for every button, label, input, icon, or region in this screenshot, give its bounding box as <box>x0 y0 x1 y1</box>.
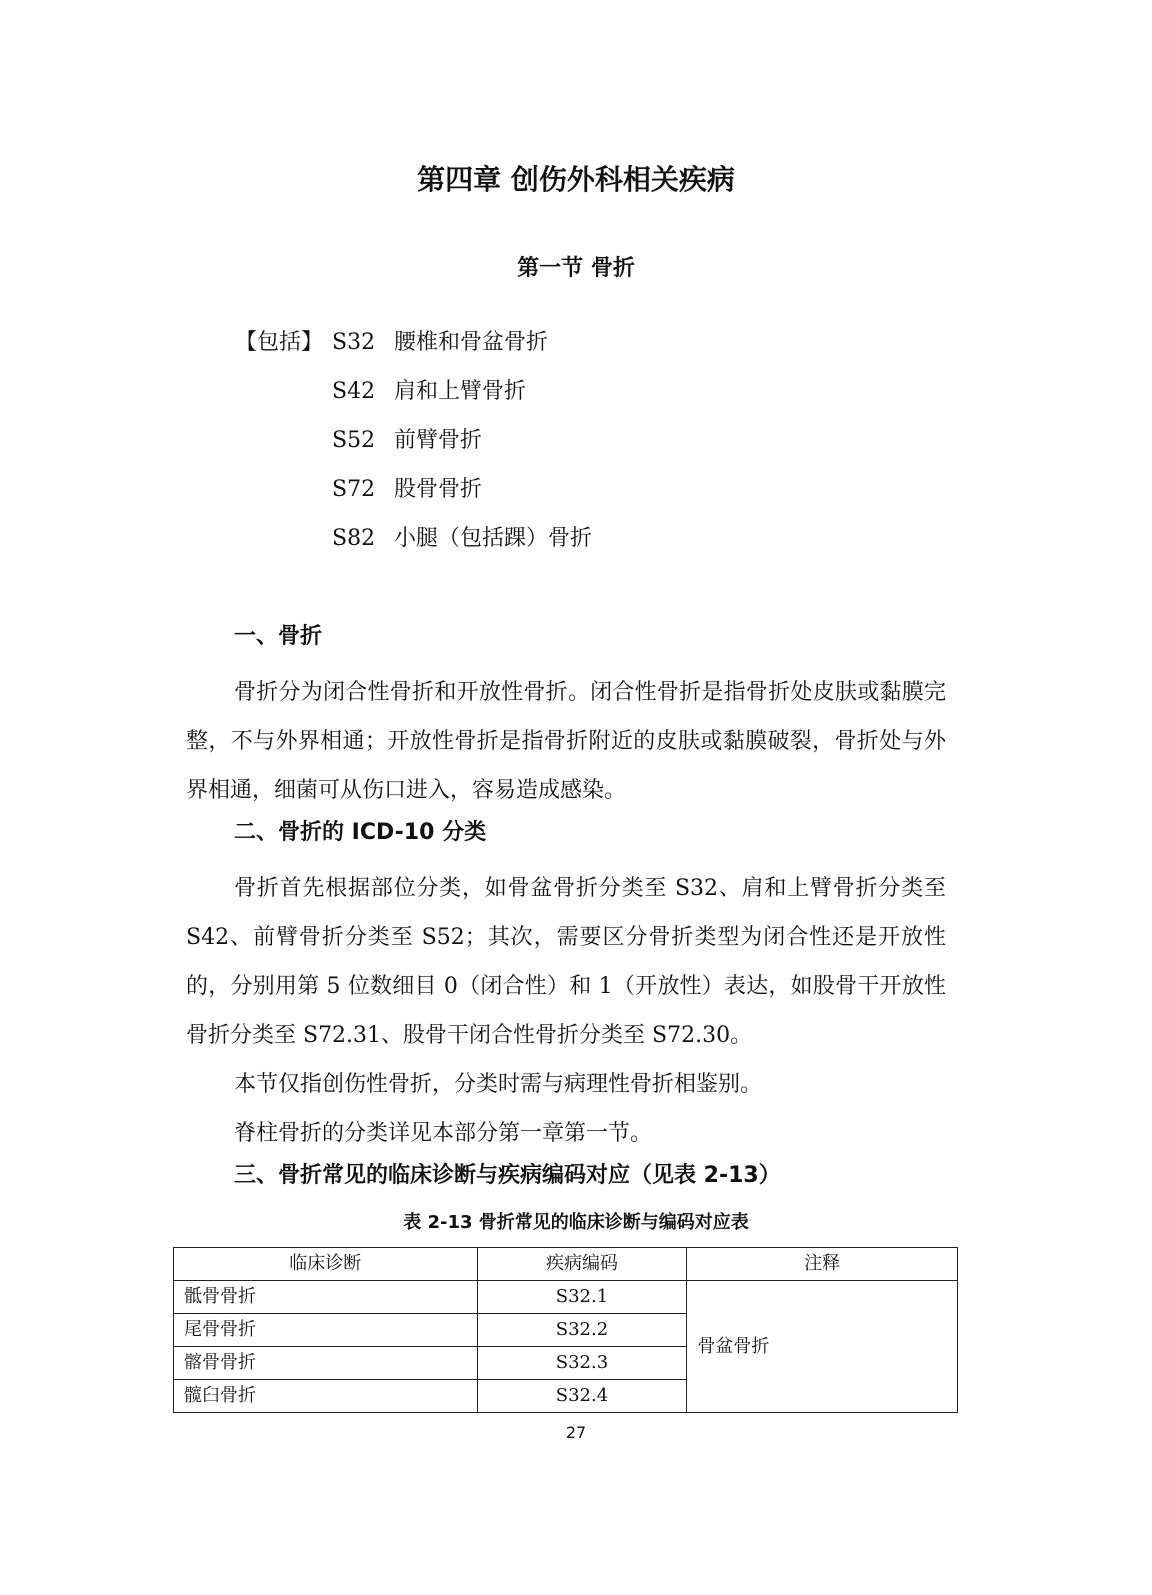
paragraph-classification: 骨折首先根据部位分类，如骨盆骨折分类至 S32、肩和上臂骨折分类至 S42、前臂骨折分类至 S52；其次，需要区分骨折类型为闭合性还是开放性的，分别用第 5 位数细目 0（闭合性）和 1（开放性）表达，如股骨干开放性骨折分类至 S72.31、股骨干闭合性骨折分类至 S72.30。 <box>186 876 946 1048</box>
heading-diagnosis-code-mapping: 三、骨折常见的临床诊断与疾病编码对应（见表 2-13） <box>234 1163 781 1188</box>
heading-icd10-classification: 二、骨折的 ICD-10 分类 <box>234 820 487 845</box>
cell-diagnosis: 骶骨骨折 <box>174 1281 478 1314</box>
diagnosis-code-table <box>173 1247 958 1413</box>
cell-code: S32.3 <box>477 1347 687 1380</box>
header-note: 注释 <box>687 1248 958 1281</box>
include-label: 腰椎和骨盆骨折 <box>394 330 549 355</box>
include-label: 股骨骨折 <box>394 477 483 502</box>
include-label: 小腿（包括踝）骨折 <box>394 526 593 551</box>
chapter-title: 第四章 创伤外科相关疾病 <box>417 163 735 196</box>
include-item <box>235 375 592 424</box>
body-content <box>186 619 946 1207</box>
heading-fracture: 一、骨折 <box>234 624 323 649</box>
cell-diagnosis: 髋臼骨折 <box>174 1380 478 1413</box>
includes-prefix: 【包括】 <box>235 330 324 355</box>
table-header-row <box>174 1248 958 1281</box>
cell-note: 骨盆骨折 <box>687 1281 958 1413</box>
include-label: 前臂骨折 <box>394 428 483 453</box>
paragraph-spine-reference: 脊柱骨折的分类详见本部分第一章第一节。 <box>234 1121 653 1146</box>
include-code: S52 <box>332 428 376 453</box>
header-diagnosis: 临床诊断 <box>174 1248 478 1281</box>
cell-code: S32.4 <box>477 1380 687 1413</box>
section-title: 第一节 骨折 <box>517 256 635 281</box>
include-code: S82 <box>332 526 376 551</box>
cell-diagnosis: 尾骨骨折 <box>174 1314 478 1347</box>
header-code: 疾病编码 <box>477 1248 687 1281</box>
cell-code: S32.1 <box>477 1281 687 1314</box>
page-number: 27 <box>565 1423 587 1442</box>
include-label: 肩和上臂骨折 <box>394 379 527 404</box>
include-item <box>235 326 592 375</box>
paragraph-traumatic-only: 本节仅指创伤性骨折，分类时需与病理性骨折相鉴别。 <box>234 1072 763 1097</box>
include-item <box>235 473 592 522</box>
table-row <box>174 1281 958 1314</box>
include-item <box>235 522 592 571</box>
table-caption: 表 2-13 骨折常见的临床诊断与编码对应表 <box>403 1212 749 1233</box>
include-code: S32 <box>332 330 376 355</box>
cell-diagnosis: 髂骨骨折 <box>174 1347 478 1380</box>
includes-list <box>235 326 592 571</box>
paragraph-fracture-types: 骨折分为闭合性骨折和开放性骨折。闭合性骨折是指骨折处皮肤或黏膜完整，不与外界相通；开放性骨折是指骨折附近的皮肤或黏膜破裂，骨折处与外界相通，细菌可从伤口进入，容易造成感染。 <box>186 680 946 803</box>
include-code: S72 <box>332 477 376 502</box>
include-item <box>235 424 592 473</box>
cell-code: S32.2 <box>477 1314 687 1347</box>
include-code: S42 <box>332 379 376 404</box>
